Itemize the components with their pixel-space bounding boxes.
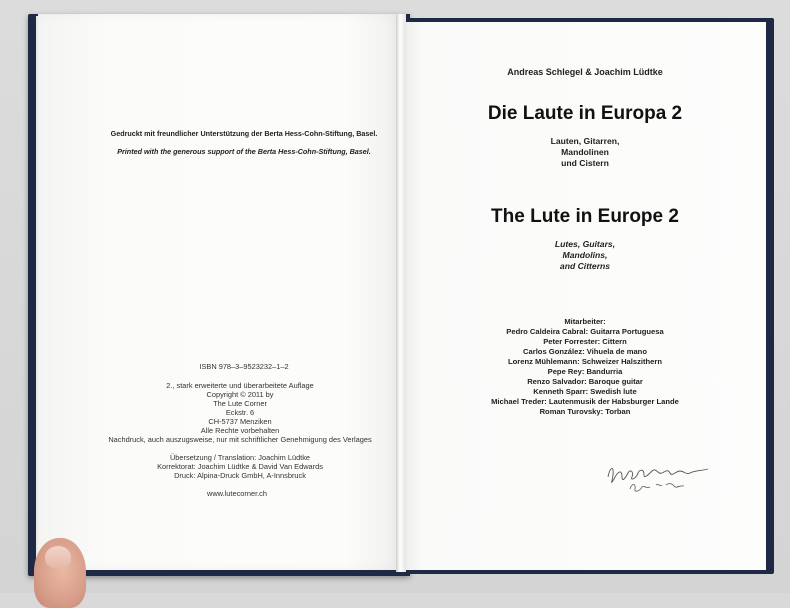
imprint-line: CH-5737 Menziken bbox=[208, 417, 272, 426]
contributor-line: Carlos González: Vihuela de mano bbox=[523, 347, 647, 356]
contributors-heading: Mitarbeiter: bbox=[564, 317, 606, 326]
handwritten-signature bbox=[600, 455, 715, 500]
subtitle-en-line: Mandolins, bbox=[562, 250, 608, 260]
subtitle-en-line: Lutes, Guitars, bbox=[554, 239, 616, 249]
contributor-line: Roman Turovsky: Torban bbox=[539, 407, 631, 416]
contributor-line: Renzo Salvador: Baroque guitar bbox=[527, 377, 643, 386]
title-de: Die Laute in Europa 2 bbox=[487, 103, 683, 124]
support-text-de: Gedruckt mit freundlicher Unterstützung der Berta Hess-Cohn-Stiftung, Basel. bbox=[110, 129, 378, 138]
contributor-line: Lorenz Mühlemann: Schweizer Halszithern bbox=[507, 357, 663, 366]
authors: Andreas Schlegel & Joachim Lüdtke bbox=[507, 67, 663, 77]
contributor-line: Michael Treder: Lautenmusik der Habsburger Lande bbox=[491, 397, 679, 406]
imprint-line: Alle Rechte vorbehalten bbox=[200, 426, 280, 435]
subtitle-de-line: Mandolinen bbox=[561, 147, 609, 157]
website: www.lutecorner.ch bbox=[207, 489, 267, 498]
isbn: ISBN 978–3–9523232–1–2 bbox=[199, 362, 289, 371]
subtitle-en-line: and Citterns bbox=[559, 261, 611, 271]
credit-line: Korrektorat: Joachim Lüdtke & David Van Edwards bbox=[157, 462, 323, 471]
thumbnail bbox=[45, 546, 71, 568]
support-text-en: Printed with the generous support of the Berta Hess-Cohn-Stiftung, Basel. bbox=[117, 147, 371, 156]
left-page bbox=[38, 14, 400, 570]
contributor-line: Kenneth Sparr: Swedish lute bbox=[533, 387, 637, 396]
imprint-line: Nachdruck, auch auszugsweise, nur mit schriftlicher Genehmigung des Verlages bbox=[108, 435, 372, 444]
imprint-line: The Lute Corner bbox=[213, 399, 267, 408]
subtitle-de-line: und Cistern bbox=[561, 158, 609, 168]
imprint-line: Copyright © 2011 by bbox=[206, 390, 274, 399]
book-gutter bbox=[396, 14, 406, 572]
credit-line: Übersetzung / Translation: Joachim Lüdtke bbox=[169, 453, 311, 462]
imprint-line: 2., stark erweiterte und überarbeitete Auflage bbox=[166, 381, 314, 390]
credit-line: Druck: Alpina-Druck GmbH, A-Innsbruck bbox=[174, 471, 306, 480]
imprint-line: Eckstr. 6 bbox=[225, 408, 255, 417]
contributor-line: Pedro Caldeira Cabral: Guitarra Portuguesa bbox=[506, 327, 664, 336]
subtitle-de-line: Lauten, Gitarren, bbox=[550, 136, 620, 146]
contributor-line: Pepe Rey: Bandurria bbox=[547, 367, 623, 376]
title-en: The Lute in Europe 2 bbox=[491, 206, 679, 227]
contributor-line: Peter Forrester: Cittern bbox=[543, 337, 627, 346]
